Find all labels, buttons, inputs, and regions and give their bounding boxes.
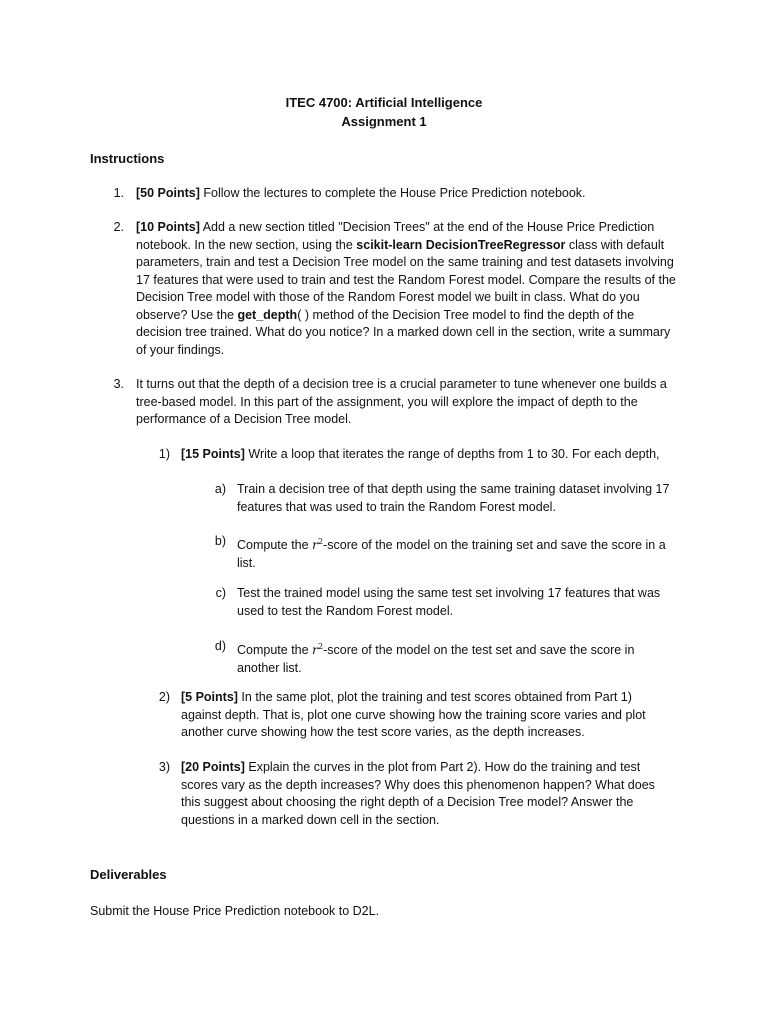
- step-d-math: [312, 642, 323, 657]
- step-c-letter: c): [215, 586, 226, 600]
- step-d-math-exp: 2: [318, 642, 324, 651]
- subitem-3-body: Explain the curves in the plot from Part 2). How do the training and test scores vary as the depth increases? Why does this phenomenon happen? What does this suggest about choosing the right depth of a Decision Tree model? Answer the questions in a marked down cell in the section.: [181, 760, 655, 827]
- item-1-number: 1.: [113, 186, 124, 200]
- subitem-3-number: 3): [158, 760, 170, 774]
- step-b-math: [312, 537, 323, 552]
- item-2-body-a: Add a new section titled "Decision Trees" at the end of the House Price Prediction notebook. In the new section, using the: [136, 220, 655, 252]
- step-d-math-var: r: [312, 642, 319, 657]
- subitem-2-text: [181, 689, 661, 742]
- item-2-bold-b: get_depth: [237, 307, 298, 322]
- step-b-text: [237, 533, 677, 572]
- subitem-2-number: 2): [158, 690, 170, 704]
- step-d-body-b: -score of the model on the test set and save the score in another list.: [237, 643, 635, 675]
- subitem-3-points: [20 Points]: [181, 760, 245, 774]
- assignment-title: Assignment 1: [341, 114, 427, 129]
- item-3-number: 3.: [113, 377, 124, 391]
- item-1-text: [136, 185, 696, 203]
- subitem-1-number: 1): [158, 447, 170, 461]
- instructions-heading: Instructions: [90, 151, 165, 166]
- step-b-math-exp: 2: [318, 537, 324, 546]
- item-3-text: It turns out that the depth of a decision tree is a crucial parameter to tune whenever one builds a tree-based model. In this part of the assignment, you will explore the impact of depth to the performance of a Decision Tree model.: [136, 377, 667, 426]
- item-1-points: [50 Points]: [136, 186, 200, 200]
- item-1-body: Follow the lectures to complete the House Price Prediction notebook.: [199, 186, 586, 200]
- step-c-text: Test the trained model using the same test set involving 17 features that was used to test the Random Forest model.: [237, 586, 661, 618]
- item-2-body-b: class with default parameters, train and test a Decision Tree model on the same training and test datasets involving 17 features that were used to train and test the Random Forest model. Compare the results of the Decision Tree model with those of the Random Forest model we built in class. What do you observe? Use the: [136, 237, 676, 322]
- deliverables-heading: Deliverables: [90, 867, 167, 882]
- item-2-bold-a: scikit-learn DecisionTreeRegressor: [356, 237, 566, 252]
- step-a-text: Train a decision tree of that depth using the same training dataset involving 17 features that was used to train the Random Forest model.: [237, 482, 670, 514]
- step-b-math-var: r: [312, 537, 319, 552]
- step-a-letter: a): [214, 482, 226, 496]
- step-b-body-a: Compute the: [237, 538, 313, 552]
- step-d-body-a: Compute the: [237, 643, 313, 657]
- subitem-2-body: In the same plot, plot the training and test scores obtained from Part 1) against depth. That is, plot one curve showing how the training score varies and plot another curve showing how the test score varies, as the depth increases.: [181, 690, 646, 739]
- subitem-3-text: [181, 759, 661, 829]
- step-d-letter: d): [214, 639, 226, 653]
- subitem-1-text: [181, 446, 681, 464]
- step-b-letter: b): [214, 534, 226, 548]
- item-2-text: [136, 219, 676, 359]
- item-2-number: 2.: [113, 220, 124, 234]
- course-title: ITEC 4700: Artificial Intelligence: [285, 95, 483, 110]
- subitem-1-body: Write a loop that iterates the range of depths from 1 to 30. For each depth,: [244, 447, 660, 461]
- deliverables-text: Submit the House Price Prediction notebook to D2L.: [90, 904, 380, 918]
- item-2-body-c: ( ) method of the Decision Tree model to find the depth of the decision tree trained. What do you notice? In a marked down cell in the section, write a summary of your findings.: [136, 307, 671, 357]
- step-b-body-b: -score of the model on the training set and save the score in a list.: [237, 538, 666, 570]
- item-2-points: [10 Points]: [136, 220, 200, 234]
- subitem-1-points: [15 Points]: [181, 447, 245, 461]
- subitem-2-points: [5 Points]: [181, 690, 238, 704]
- step-d-text: [237, 638, 657, 677]
